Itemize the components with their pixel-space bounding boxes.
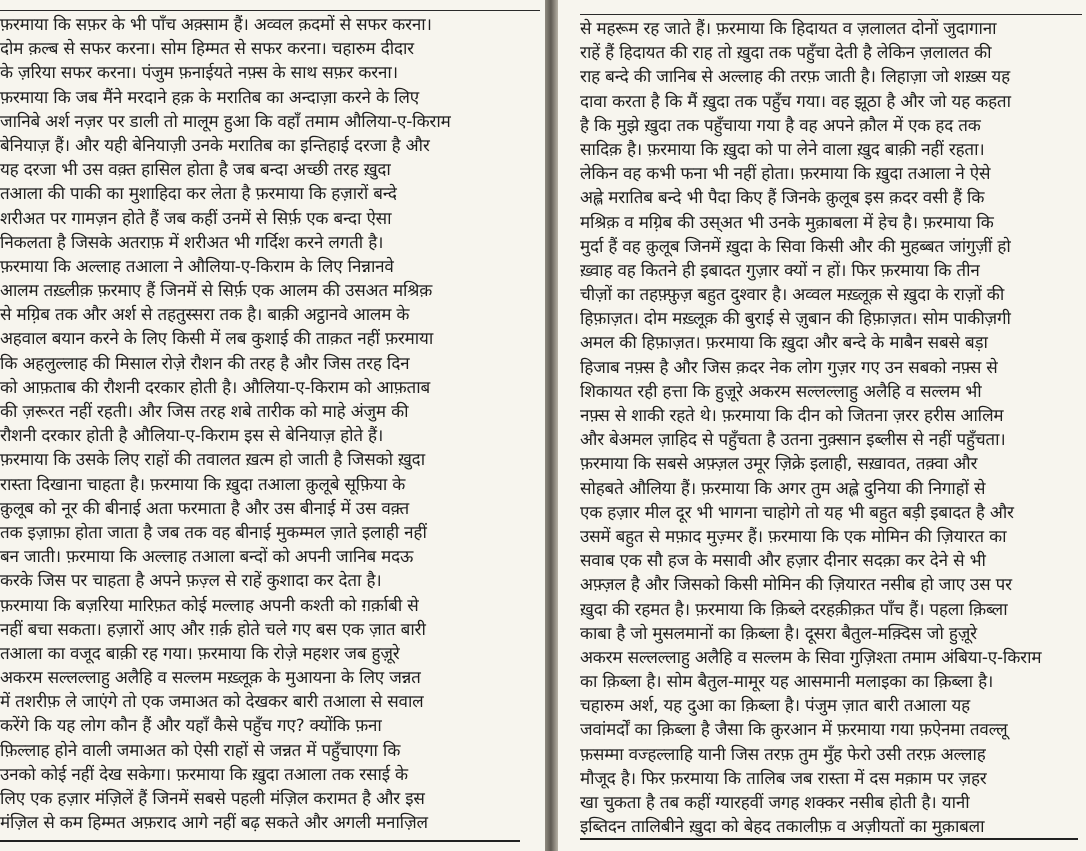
text-line: सवाब एक सौ हज के मसावी और हज़ार दीनार सदक़ा कर देने से भी — [580, 551, 986, 572]
text-line: इब्तिदन तालिबीने ख़ुदा को बेहद तकालीफ़ व अज़ीयतों का मुक़ाबला — [580, 817, 985, 838]
top-rule — [580, 6, 1082, 15]
text-line: नहीं बचा सकता। हज़ारों आए और ग़र्क़ होते चले गए बस एक ज़ात बारी — [0, 619, 426, 640]
text-line: फ़सम्मा वज्हल्लाहि यानी जिस तरफ़ तुम मुँह फेरो उसी तरफ़ अल्लाह — [580, 744, 986, 765]
text-line: लिए एक हज़ार मंज़िलें हैं जिनमें सबसे पहली मंज़िल करामत है और इस — [0, 789, 425, 809]
text-line: लेकिन वह कभी फना भी नहीं होता। फ़रमाया कि ख़ुदा तआला ने ऐसे — [580, 164, 991, 185]
top-rule — [0, 2, 540, 11]
text-line: को आफ़ताब की रौशनी दरकार होती है। औलिया-ए-किराम को आफ़ताब — [0, 377, 430, 398]
text-line: खा चुकता है तब कहीं ग्यारहवीं जगह शक्कर नसीब होती है। यानी — [580, 793, 970, 813]
text-line: काबा है जो मुसलमानों का क़िब्ला है। दूसरा बैतुल-मक़्दिस जो हुज़ूरे — [580, 623, 977, 644]
text-line: तआला का वजूद बाक़ी रह गया। फ़रमाया कि रोज़े महशर जब हुज़ूरे — [0, 643, 400, 664]
text-line: निकलता है जिसके अतराफ़ में शरीअत भी गर्दिश करने लगती है। — [0, 232, 384, 253]
text-line: अहवाल बयान करने के लिए किसी में लब कुशाई की ताक़त नहीं फ़रमाया — [0, 329, 434, 350]
bottom-rule — [0, 840, 520, 842]
text-line: एक हज़ार मील दूर भी भागना चाहोगे तो यह भी बहुत बड़ी इबादत है और — [580, 502, 1014, 523]
text-line: अफ़्ज़ल है और जिसको किसी मोमिन की ज़ियारत नसीब हो जाए उस पर — [580, 575, 1012, 596]
text-line: दोम क़ल्ब से सफर करना। सोम हिम्मत से सफर करना। चहारुम दीदार — [0, 39, 414, 60]
text-line: से मग़्रिब तक और अर्श से तहतुस्सरा तक है। बाक़ी अट्ठानवे आलम के — [0, 305, 410, 326]
text-line: क़ुलूब को नूर की बीनाई अता फरमाता है और उस बीनाई में उस वक़्त — [0, 498, 410, 519]
text-line: फ़िल्लाह होने वाली जमाअत को ऐसी राहों से जन्नत में पहुँचाएगा कि — [0, 740, 401, 761]
text-line: राह बन्दे की जानिब से अल्लाह की तरफ़ जाती है। लिहाज़ा जो शख़्स यह — [580, 67, 1010, 88]
text-line: की ज़रूरत नहीं रहती। और जिस तरह शबे तारीक को माहे अंजुम की — [0, 402, 409, 422]
text-line: शिकायत रही हत्ता कि हुज़ूरे अकरम सल्लल्लाहु अलैहि व सल्लम भी — [580, 381, 982, 402]
text-line: अह्ले मरातिब बन्दे भी पैदा किए हैं जिनके क़ुलूब इस क़दर वसी हैं कि — [580, 188, 985, 209]
text-line: जानिबे अर्श नज़र पर डाली तो मालूम हुआ कि वहाँ तमाम औलिया-ए-किराम — [0, 111, 451, 132]
text-line: शरीअत पर गामज़न होते हैं जब कहीं उनमें से सिर्फ़ एक बन्दा ऐसा — [0, 208, 392, 229]
text-line: फ़रमाया कि बज़रिया मारिफ़त कोई मल्लाह अपनी कश्ती को ग़र्क़ाबी से — [0, 595, 419, 616]
text-line: में तशरीफ़ ले जाएंगे तो एक जमाअत को देखकर बारी तआला से सवाल — [0, 692, 424, 713]
text-line: मश्रिक़ व मग़्रिब की उस्अत भी उनके मुक़ाबला में हेच है। फ़रमाया कि — [580, 212, 994, 233]
text-line: फ़रमाया कि अल्लाह तआला ने औलिया-ए-किराम के लिए निन्नानवे — [0, 256, 394, 277]
text-line: सादिक़ है। फ़रमाया कि ख़ुदा को पा लेने वाला ख़ुद बाक़ी नहीं रहता। — [580, 139, 985, 160]
text-line: से महरूम रह जाते हैं। फ़रमाया कि हिदायत व ज़लालत दोनों जुदागाना — [580, 19, 997, 39]
left-page-text — [0, 2, 540, 835]
text-line: तक इज़ाफ़ा होता जाता है जब तक वह बीनाई मुकम्मल ज़ाते इलाही नहीं — [0, 522, 427, 543]
text-line: नफ़्स से शाकी रहते थे। फ़रमाया कि दीन को जितना ज़रर हरीस आलिम — [580, 406, 1004, 426]
text-line: करेंगे कि यह लोग कौन हैं और यहाँ कैसे पहुँच गए? क्योंकि फ़ना — [0, 716, 382, 737]
text-line: अमल की हिफ़ाज़त। फ़रमाया कि ख़ुदा और बन्दे के माबैन सबसे बड़ा — [580, 333, 988, 354]
text-line: उनको कोई नहीं देख सकेगा। फ़रमाया कि ख़ुदा तआला तक रसाई के — [0, 764, 408, 785]
text-line: ख़ुदा की रहमत है। फ़रमाया कि क़िब्ले दरहक़ीक़त पाँच हैं। पहला क़िब्ला — [580, 599, 1008, 620]
text-line: राहें हैं हिदायत की राह तो ख़ुदा तक पहुँचा देती है लेकिन ज़लालत की — [580, 43, 992, 64]
text-line: हिफ़ाज़त। दोम मख़्लूक़ की बुराई से ज़ुबान की हिफ़ाज़त। सोम पाकीज़गी — [580, 309, 1011, 330]
text-line: बन जाती। फ़रमाया कि अल्लाह तआला बन्दों को अपनी जानिब मदऊ — [0, 547, 414, 568]
text-line: मंज़िल से कम हिम्मत अफ़राद आगे नहीं बढ़ सकते और अगली मनाज़िल — [0, 813, 428, 834]
book-gutter — [545, 0, 558, 851]
text-line: हिजाब नफ़्स है और जिस क़दर नेक लोग गुज़र गए उन सबको नफ़्स से — [580, 357, 998, 378]
text-line: कि अहलुल्लाह की मिसाल रोज़े रौशन की तरह है और जिस तरह दिन — [0, 353, 410, 374]
text-line: फ़रमाया कि सबसे अफ़्ज़ल उमूर ज़िक्रे इलाही, सख़ावत, तक़्वा और — [580, 454, 978, 475]
text-line: उसमें बहुत से मफ़ाद मुज़्मर हैं। फ़रमाया कि एक मोमिन की ज़ियारत का — [580, 526, 1007, 547]
bottom-rule — [580, 838, 1078, 840]
text-line: मौजूद है। फिर फ़रमाया कि तालिब जब रास्ता में दस मक़ाम पर ज़हर — [580, 768, 987, 789]
text-line: के ज़रिया सफर करना। पंजुम फ़नाईयते नफ़्स के साथ सफ़र करना। — [0, 63, 398, 84]
text-line: बेनियाज़ हैं। और यही बेनियाज़ी उनके मरातिब का इन्तिहाई दरजा है और — [0, 135, 430, 156]
text-line: फ़रमाया कि उसके लिए राहों की तवालत ख़त्म हो जाती है जिसको ख़ुदा — [0, 450, 425, 471]
text-line: सोहबते औलिया हैं। फ़रमाया कि अगर तुम अह्ले दुनिया की निगाहों से — [580, 478, 986, 499]
right-page-text — [580, 6, 1086, 839]
right-page — [558, 0, 1086, 851]
text-line: है कि मुझे ख़ुदा तक पहुँचाया गया है वह अपने क़ौल में एक हद तक — [580, 115, 981, 136]
text-line: और बेअमल ज़ाहिद से पहुँचता है उतना नुक़्सान इब्लीस से नहीं पहुँचता। — [580, 430, 1006, 451]
text-line: आलम तख़्लीक़ फ़रमाए हैं जिनमें से सिर्फ़ एक आलम की उसअत मश्रिक़ — [0, 281, 433, 302]
text-line: फ़रमाया कि सफ़र के भी पाँच अक़्साम हैं। अव्वल क़दमों से सफर करना। — [0, 15, 432, 35]
text-line: रौशनी दरकार होती है औलिया-ए-किराम इस से बेनियाज़ होते हैं। — [0, 426, 384, 447]
text-line: चहारुम अर्श, यह दुआ का क़िब्ला है। पंजुम ज़ात बारी तआला यह — [580, 696, 970, 717]
text-line: ख़्वाह वह कितने ही इबादत गुज़ार क्यों न हों। फिर फ़रमाया कि तीन — [580, 260, 980, 281]
text-line: रास्ता दिखाना चाहता है। फ़रमाया कि ख़ुदा तआला क़ुलूबे सूफ़िया के — [0, 474, 406, 495]
text-line: फ़रमाया कि जब मैंने मरदाने हक़ के मरातिब का अन्दाज़ा करने के लिए — [0, 87, 419, 108]
text-line: अकरम सल्लल्लाहु अलैहि व सल्लम के सिवा गुज़िश्ता तमाम अंबिया-ए-किराम — [580, 647, 1042, 668]
text-line: चीज़ों का तहफ़्फ़ुज़ बहुत दुश्वार है। अव्वल मख़्लूक़ से ख़ुदा के राज़ों की — [580, 285, 1005, 306]
text-line: करके जिस पर चाहता है अपने फ़ज़्ल से राहें कुशादा कर देता है। — [0, 571, 382, 592]
text-line: जवांमर्दों का क़िब्ला है जैसा कि क़ुरआन में फ़रमाया गया फ़ऐनमा तवल्लू — [580, 720, 1008, 741]
text-line: मुर्दा हैं वह क़ुलूब जिनमें ख़ुदा के सिवा किसी और की मुहब्बत जांगुज़ीं हो — [580, 236, 1011, 257]
text-line: अकरम सल्लल्लाहु अलैहि व सल्लम मख़्लूक़ के मुआयना के लिए जन्नत — [0, 668, 421, 689]
text-line: दावा करता है कि मैं ख़ुदा तक पहुँच गया। वह झूठा है और जो यह कहता — [580, 91, 1011, 112]
text-line: यह दरजा भी उस वक़्त हासिल होता है जब बन्दा अच्छी तरह ख़ुदा — [0, 160, 391, 181]
text-line: का क़िब्ला है। सोम बैतुल-मामूर यह आसमानी मलाइका का क़िब्ला है। — [580, 672, 994, 693]
text-line: तआला की पाकी का मुशाहिदा कर लेता है फ़रमाया कि हज़ारों बन्दे — [0, 184, 397, 205]
